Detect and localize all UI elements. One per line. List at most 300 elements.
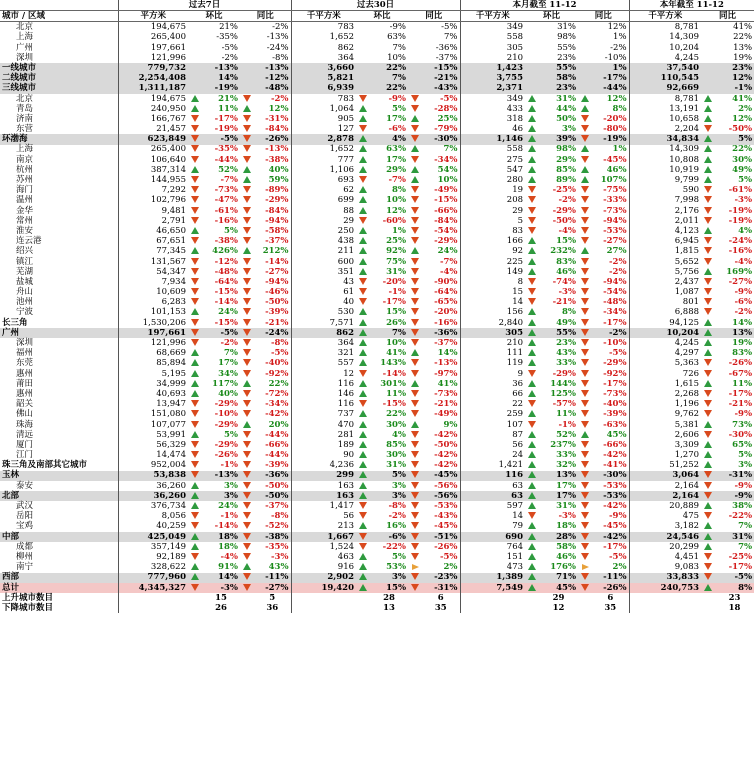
value-cell bbox=[460, 593, 525, 603]
percent-cell: -30% bbox=[728, 429, 753, 440]
trend-arrow-cell bbox=[525, 369, 539, 379]
value-cell: 2,437 bbox=[629, 277, 701, 287]
trend-arrow-cell bbox=[578, 379, 592, 389]
value-cell: 144,955 bbox=[118, 175, 188, 185]
trend-arrow-cell bbox=[188, 399, 202, 409]
trend-arrow-cell bbox=[356, 379, 370, 389]
percent-cell: -11% bbox=[254, 573, 291, 583]
value-cell: 1,524 bbox=[291, 542, 356, 552]
down-arrow-icon bbox=[243, 573, 251, 580]
trend-arrow-cell bbox=[188, 104, 202, 114]
value-cell: 51,252 bbox=[629, 460, 701, 470]
value-cell: 2,371 bbox=[460, 84, 525, 94]
percent-cell: -19% bbox=[214, 124, 238, 135]
down-arrow-icon bbox=[581, 278, 589, 285]
percent-cell: 52% bbox=[556, 429, 577, 440]
table-row bbox=[0, 460, 754, 470]
trend-arrow-cell bbox=[578, 328, 592, 338]
trend-arrow-cell bbox=[188, 511, 202, 521]
value-cell: 13,947 bbox=[118, 399, 188, 409]
value-cell: 88 bbox=[291, 206, 356, 216]
table-row bbox=[0, 267, 754, 277]
percent-cell: 63% bbox=[387, 32, 407, 43]
value-cell: 20,889 bbox=[629, 501, 701, 511]
percent-cell: -73% bbox=[603, 388, 627, 399]
trend-arrow-cell bbox=[525, 460, 539, 470]
percent-cell: -56% bbox=[434, 480, 458, 491]
percent-cell: -53% bbox=[603, 480, 627, 491]
value-cell: 210 bbox=[460, 53, 525, 63]
value-cell: 46 bbox=[460, 124, 525, 134]
trend-arrow-cell bbox=[525, 440, 539, 450]
down-arrow-icon bbox=[359, 512, 367, 519]
trend-arrow-cell bbox=[356, 562, 370, 572]
header-month-tb: 同比 bbox=[578, 11, 629, 22]
city-name: 泰安 bbox=[16, 480, 34, 491]
table-row bbox=[0, 257, 754, 267]
trend-arrow-cell bbox=[525, 226, 539, 236]
percent-cell: -66% bbox=[603, 439, 627, 450]
table-row bbox=[0, 420, 754, 430]
down-arrow-icon bbox=[581, 156, 589, 163]
trend-arrow-cell bbox=[408, 430, 422, 440]
value-cell: 12 bbox=[291, 369, 356, 379]
down-arrow-icon bbox=[528, 217, 536, 224]
percent-cell: 29% bbox=[386, 164, 407, 175]
trend-arrow-cell bbox=[240, 369, 254, 379]
city-name: 池州 bbox=[16, 297, 34, 308]
header-month-ksqm: 千平方米 bbox=[460, 11, 525, 22]
percent-cell: 26 bbox=[215, 602, 227, 613]
value-cell bbox=[629, 603, 701, 613]
trend-arrow-cell bbox=[525, 338, 539, 348]
value-cell: 4,123 bbox=[629, 226, 701, 236]
value-cell: 3,660 bbox=[291, 63, 356, 73]
percent-cell: -9% bbox=[734, 287, 753, 298]
value-cell: 349 bbox=[460, 22, 525, 33]
value-cell: 131,567 bbox=[118, 257, 188, 267]
percent-cell: -61% bbox=[728, 185, 753, 196]
trend-arrow-cell bbox=[408, 593, 422, 603]
percent-cell: 4% bbox=[738, 225, 753, 236]
percent-cell: 24% bbox=[218, 501, 238, 512]
value-cell: 280 bbox=[460, 175, 525, 185]
trend-arrow-cell bbox=[408, 308, 422, 318]
value-cell: 862 bbox=[291, 43, 356, 53]
down-arrow-icon bbox=[191, 512, 199, 519]
up-arrow-icon bbox=[581, 145, 589, 152]
down-arrow-icon bbox=[411, 522, 419, 529]
percent-cell: 7% bbox=[738, 541, 753, 552]
down-arrow-icon bbox=[581, 522, 589, 529]
trend-arrow-cell bbox=[188, 247, 202, 257]
down-arrow-icon bbox=[581, 217, 589, 224]
percent-cell: -51% bbox=[422, 532, 460, 542]
percent-cell: -29% bbox=[603, 358, 627, 369]
value-cell: 46,650 bbox=[118, 226, 188, 236]
percent-cell: 83% bbox=[556, 256, 577, 267]
trend-arrow-cell bbox=[578, 583, 592, 593]
trend-arrow-cell bbox=[240, 562, 254, 572]
value-cell: 801 bbox=[629, 297, 701, 307]
trend-arrow-cell bbox=[240, 328, 254, 338]
trend-arrow-cell bbox=[240, 104, 254, 114]
percent-cell: -24% bbox=[266, 42, 289, 53]
down-arrow-icon bbox=[411, 431, 419, 438]
header-group-row bbox=[0, 0, 754, 11]
down-arrow-icon bbox=[528, 370, 536, 377]
value-cell: 3,182 bbox=[629, 522, 701, 532]
trend-arrow-cell bbox=[188, 460, 202, 470]
down-arrow-icon bbox=[411, 227, 419, 234]
percent-cell: 2% bbox=[443, 562, 458, 573]
percent-cell: -53% bbox=[592, 491, 629, 501]
city-name: 江门 bbox=[16, 450, 34, 461]
value-cell: 213 bbox=[291, 522, 356, 532]
trend-arrow-cell bbox=[240, 593, 254, 603]
value-cell: 5,821 bbox=[291, 73, 356, 83]
up-arrow-icon bbox=[528, 125, 536, 132]
up-arrow-icon bbox=[191, 482, 199, 489]
percent-cell: 8% bbox=[562, 307, 577, 318]
percent-cell: -61% bbox=[214, 205, 238, 216]
percent-cell: 19% bbox=[733, 52, 753, 63]
down-arrow-icon bbox=[528, 227, 536, 234]
down-arrow-icon bbox=[243, 217, 251, 224]
city-name: 南京 bbox=[16, 154, 34, 165]
value-cell: 1,815 bbox=[629, 247, 701, 257]
trend-arrow-cell bbox=[525, 175, 539, 185]
trend-arrow-cell bbox=[578, 542, 592, 552]
value-cell: 3,064 bbox=[629, 471, 701, 481]
table-row bbox=[0, 196, 754, 206]
up-arrow-icon bbox=[528, 431, 536, 438]
down-arrow-icon bbox=[243, 278, 251, 285]
trend-arrow-cell bbox=[408, 318, 422, 328]
city-name: 温州 bbox=[16, 195, 34, 206]
value-cell: 281 bbox=[291, 430, 356, 440]
trend-arrow-cell bbox=[701, 124, 715, 134]
percent-cell: 63% bbox=[386, 144, 407, 155]
header-7d-tb: 同比 bbox=[240, 11, 291, 22]
percent-cell: 17% bbox=[386, 113, 407, 124]
city-name: 岳阳 bbox=[16, 511, 34, 522]
table-row bbox=[0, 450, 754, 460]
up-arrow-icon bbox=[704, 441, 712, 448]
trend-arrow-cell bbox=[701, 593, 715, 603]
percent-cell: -44% bbox=[265, 450, 289, 461]
percent-cell: -17% bbox=[214, 113, 238, 124]
trend-arrow-cell bbox=[408, 450, 422, 460]
table-row bbox=[0, 247, 754, 257]
up-arrow-icon bbox=[704, 156, 712, 163]
percent-cell: 212% bbox=[262, 246, 289, 257]
percent-cell: -29% bbox=[214, 439, 238, 450]
percent-cell: -26% bbox=[254, 134, 291, 144]
trend-arrow-cell bbox=[188, 369, 202, 379]
trend-arrow-cell bbox=[356, 481, 370, 491]
percent-cell: 17% bbox=[386, 154, 407, 165]
percent-cell: -56% bbox=[422, 491, 460, 501]
trend-arrow-cell bbox=[356, 471, 370, 481]
trend-arrow-cell bbox=[525, 22, 539, 33]
percent-cell: 22% bbox=[370, 84, 408, 94]
value-cell: 2,164 bbox=[629, 491, 701, 501]
up-arrow-icon bbox=[243, 421, 251, 428]
city-name: 韶关 bbox=[16, 399, 34, 410]
value-cell bbox=[291, 603, 356, 613]
percent-cell: -84% bbox=[434, 215, 458, 226]
percent-cell: 55% bbox=[539, 328, 578, 338]
percent-cell: 107% bbox=[600, 175, 627, 186]
trend-arrow-cell bbox=[408, 562, 422, 572]
down-arrow-icon bbox=[581, 288, 589, 295]
value-cell: 1,196 bbox=[629, 399, 701, 409]
up-arrow-icon bbox=[528, 359, 536, 366]
percent-cell: 8% bbox=[392, 185, 407, 196]
down-arrow-icon bbox=[191, 176, 199, 183]
trend-arrow-cell bbox=[408, 196, 422, 206]
up-arrow-icon bbox=[411, 380, 419, 387]
percent-cell: 20% bbox=[268, 419, 289, 430]
value-cell: 6,888 bbox=[629, 308, 701, 318]
value-cell: 5 bbox=[460, 216, 525, 226]
value-cell: 121,996 bbox=[118, 53, 188, 63]
trend-arrow-cell bbox=[701, 369, 715, 379]
value-cell: 9,083 bbox=[629, 562, 701, 572]
trend-arrow-cell bbox=[240, 491, 254, 501]
down-arrow-icon bbox=[411, 329, 419, 336]
trend-arrow-cell bbox=[356, 104, 370, 114]
trend-arrow-cell bbox=[408, 460, 422, 470]
trend-arrow-cell bbox=[578, 532, 592, 542]
city-name: 宝鸡 bbox=[16, 521, 34, 532]
down-arrow-icon bbox=[243, 441, 251, 448]
down-arrow-icon bbox=[191, 339, 199, 346]
trend-arrow-cell bbox=[525, 43, 539, 53]
trend-arrow-cell bbox=[240, 175, 254, 185]
percent-cell: 23% bbox=[556, 338, 577, 349]
percent-cell: -42% bbox=[603, 450, 627, 461]
percent-cell: 125% bbox=[550, 388, 577, 399]
trend-arrow-cell bbox=[408, 410, 422, 420]
up-arrow-icon bbox=[191, 533, 199, 540]
percent-cell: -6% bbox=[388, 124, 407, 135]
down-arrow-icon bbox=[191, 196, 199, 203]
trend-arrow-cell bbox=[356, 389, 370, 399]
header-year-to-date: 本年截至 11-12 bbox=[629, 0, 754, 11]
table-row bbox=[0, 552, 754, 562]
up-arrow-icon bbox=[243, 247, 251, 254]
right-arrow-icon bbox=[582, 564, 589, 570]
up-arrow-icon bbox=[704, 380, 712, 387]
value-cell: 357,149 bbox=[118, 542, 188, 552]
trend-arrow-cell bbox=[356, 84, 370, 94]
trend-arrow-cell bbox=[188, 145, 202, 155]
percent-cell: -38% bbox=[254, 532, 291, 542]
up-arrow-icon bbox=[243, 105, 251, 112]
down-arrow-icon bbox=[411, 135, 419, 142]
trend-arrow-cell bbox=[408, 491, 422, 501]
up-arrow-icon bbox=[704, 176, 712, 183]
trend-arrow-cell bbox=[408, 297, 422, 307]
trend-arrow-cell bbox=[188, 542, 202, 552]
table-row bbox=[0, 53, 754, 63]
value-cell: 690 bbox=[460, 532, 525, 542]
percent-cell: -2% bbox=[220, 338, 238, 349]
down-arrow-icon bbox=[243, 115, 251, 122]
percent-cell: -1% bbox=[388, 287, 407, 298]
value-cell: 463 bbox=[291, 552, 356, 562]
percent-cell: 46% bbox=[606, 164, 627, 175]
trend-arrow-cell bbox=[240, 287, 254, 297]
up-arrow-icon bbox=[359, 196, 367, 203]
trend-arrow-cell bbox=[701, 145, 715, 155]
down-arrow-icon bbox=[359, 502, 367, 509]
city-name: 环渤海 bbox=[0, 134, 118, 144]
trend-arrow-cell bbox=[525, 104, 539, 114]
trend-arrow-cell bbox=[525, 124, 539, 134]
down-arrow-icon bbox=[581, 553, 589, 560]
trend-arrow-cell bbox=[240, 22, 254, 33]
down-arrow-icon bbox=[411, 553, 419, 560]
value-cell: 779,732 bbox=[118, 63, 188, 73]
value-cell: 127 bbox=[291, 124, 356, 134]
down-arrow-icon bbox=[243, 258, 251, 265]
percent-cell: -19% bbox=[592, 134, 629, 144]
trend-arrow-cell bbox=[525, 420, 539, 430]
trend-arrow-cell bbox=[525, 73, 539, 83]
table-row bbox=[0, 206, 754, 216]
table-row bbox=[0, 511, 754, 521]
trend-arrow-cell bbox=[525, 236, 539, 246]
percent-cell: 29% bbox=[556, 154, 577, 165]
value-cell: 36 bbox=[460, 379, 525, 389]
down-arrow-icon bbox=[411, 339, 419, 346]
down-arrow-icon bbox=[581, 461, 589, 468]
city-name: 上升城市数目 bbox=[2, 592, 54, 603]
city-name: 北京 bbox=[16, 22, 34, 33]
value-cell: 299 bbox=[291, 471, 356, 481]
percent-cell: 24% bbox=[218, 307, 238, 318]
trend-arrow-cell bbox=[408, 53, 422, 63]
trend-arrow-cell bbox=[240, 196, 254, 206]
value-cell: 121,996 bbox=[118, 338, 188, 348]
percent-cell: -53% bbox=[603, 225, 627, 236]
trend-arrow-cell bbox=[240, 226, 254, 236]
percent-cell: -3% bbox=[558, 287, 577, 298]
value-cell: 2,176 bbox=[629, 206, 701, 216]
down-arrow-icon bbox=[704, 186, 712, 193]
trend-arrow-cell bbox=[188, 491, 202, 501]
percent-cell: 232% bbox=[550, 246, 577, 257]
city-name: 惠州 bbox=[16, 388, 34, 399]
up-arrow-icon bbox=[528, 145, 536, 152]
trend-arrow-cell bbox=[188, 196, 202, 206]
value-cell: 250 bbox=[291, 226, 356, 236]
percent-cell: 73% bbox=[732, 419, 753, 430]
trend-arrow-cell bbox=[578, 247, 592, 257]
city-name: 广州 bbox=[16, 42, 34, 53]
city-name: 芜湖 bbox=[16, 266, 34, 277]
value-cell: 558 bbox=[460, 33, 525, 43]
down-arrow-icon bbox=[411, 298, 419, 305]
up-arrow-icon bbox=[359, 135, 367, 142]
up-arrow-icon bbox=[528, 156, 536, 163]
percent-cell: -5% bbox=[439, 551, 458, 562]
trend-arrow-cell bbox=[578, 165, 592, 175]
down-arrow-icon bbox=[581, 543, 589, 550]
trend-arrow-cell bbox=[356, 155, 370, 165]
percent-cell: 12% bbox=[386, 205, 407, 216]
down-arrow-icon bbox=[581, 308, 589, 315]
trend-arrow-cell bbox=[356, 573, 370, 583]
percent-cell: -17% bbox=[728, 562, 753, 573]
trend-arrow-cell bbox=[701, 308, 715, 318]
percent-cell: -1% bbox=[220, 460, 238, 471]
trend-arrow-cell bbox=[356, 308, 370, 318]
trend-arrow-cell bbox=[240, 542, 254, 552]
percent-cell: 31% bbox=[386, 266, 407, 277]
down-arrow-icon bbox=[581, 227, 589, 234]
trend-arrow-cell bbox=[578, 410, 592, 420]
trend-arrow-cell bbox=[525, 593, 539, 603]
up-arrow-icon bbox=[528, 247, 536, 254]
down-arrow-icon bbox=[191, 145, 199, 152]
trend-arrow-cell bbox=[240, 573, 254, 583]
percent-cell: 17% bbox=[539, 491, 578, 501]
value-cell: 8,056 bbox=[118, 511, 188, 521]
value-cell: 111 bbox=[460, 348, 525, 358]
percent-cell: 30% bbox=[386, 450, 407, 461]
value-cell: 4,297 bbox=[629, 348, 701, 358]
trend-arrow-cell bbox=[525, 206, 539, 216]
percent-cell: -21% bbox=[552, 297, 577, 308]
percent-cell: -63% bbox=[603, 419, 627, 430]
percent-cell: -54% bbox=[603, 287, 627, 298]
trend-arrow-cell bbox=[240, 257, 254, 267]
percent-cell: -12% bbox=[254, 73, 291, 83]
trend-arrow-cell bbox=[356, 134, 370, 144]
value-cell: 6,945 bbox=[629, 236, 701, 246]
trend-arrow-cell bbox=[408, 440, 422, 450]
down-arrow-icon bbox=[411, 390, 419, 397]
trend-arrow-cell bbox=[188, 267, 202, 277]
value-cell: 470 bbox=[291, 420, 356, 430]
trend-arrow-cell bbox=[188, 318, 202, 328]
down-arrow-icon bbox=[581, 135, 589, 142]
trend-arrow-cell bbox=[578, 562, 592, 572]
percent-cell: -1% bbox=[220, 511, 238, 522]
trend-arrow-cell bbox=[188, 236, 202, 246]
city-name: 武汉 bbox=[16, 501, 34, 512]
percent-cell: -94% bbox=[603, 276, 627, 287]
up-arrow-icon bbox=[528, 95, 536, 102]
percent-cell: 92% bbox=[386, 246, 407, 257]
up-arrow-icon bbox=[581, 247, 589, 254]
value-cell: 862 bbox=[291, 328, 356, 338]
trend-arrow-cell bbox=[701, 471, 715, 481]
value-cell: 4,345,327 bbox=[118, 583, 188, 593]
up-arrow-icon bbox=[359, 492, 367, 499]
city-name: 广州 bbox=[0, 328, 118, 338]
value-cell: 94,125 bbox=[629, 318, 701, 328]
trend-arrow-cell bbox=[356, 145, 370, 155]
percent-cell: 41% bbox=[386, 348, 407, 359]
table-row bbox=[0, 481, 754, 491]
down-arrow-icon bbox=[243, 339, 251, 346]
table-row bbox=[0, 471, 754, 481]
